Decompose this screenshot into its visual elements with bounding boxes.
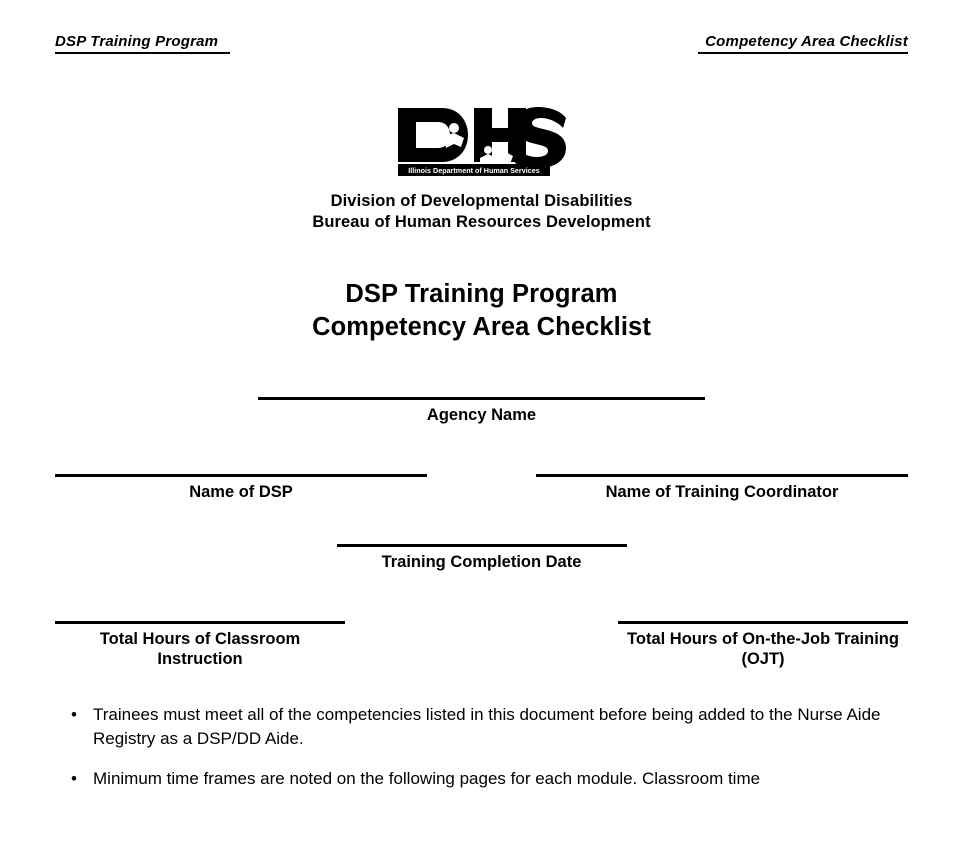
field-row-completion-date xyxy=(55,544,908,572)
running-header xyxy=(55,0,908,54)
dhs-logo-icon xyxy=(396,106,568,178)
header-left-text: DSP Training Program xyxy=(55,33,230,54)
logo-block xyxy=(55,106,908,234)
field-row-names xyxy=(55,474,908,502)
agency-line-2: Bureau of Human Resources Development xyxy=(312,213,651,232)
agency-name-label: Agency Name xyxy=(426,406,537,425)
classroom-hours-rule[interactable] xyxy=(55,621,345,624)
ojt-hours-label: Total Hours of On-the-Job Training (OJT) xyxy=(627,629,899,668)
field-agency-name[interactable] xyxy=(258,397,705,425)
bullet-icon: • xyxy=(71,704,77,724)
name-of-dsp-label: Name of DSP xyxy=(189,483,293,502)
classroom-hours-label: Total Hours of Classroom Instruction xyxy=(99,629,301,668)
ojt-hours-rule[interactable] xyxy=(618,621,908,624)
field-name-of-dsp[interactable] xyxy=(55,474,427,502)
notes-list xyxy=(55,703,908,791)
title-line-2: Competency Area Checklist xyxy=(312,312,651,341)
name-of-dsp-rule[interactable] xyxy=(55,474,427,477)
training-coordinator-label: Name of Training Coordinator xyxy=(605,483,839,502)
page-title xyxy=(55,278,908,343)
completion-date-rule[interactable] xyxy=(337,544,627,547)
field-total-hours-classroom[interactable] xyxy=(55,621,345,669)
field-total-hours-ojt[interactable] xyxy=(618,621,908,669)
field-name-of-training-coordinator[interactable] xyxy=(536,474,908,502)
header-right-text: Competency Area Checklist xyxy=(698,33,908,54)
agency-name-rule[interactable] xyxy=(258,397,705,400)
bullet-icon: • xyxy=(71,769,77,788)
field-row-hours xyxy=(55,621,908,669)
field-training-completion-date[interactable] xyxy=(337,544,627,572)
list-item xyxy=(55,703,908,751)
form-fields xyxy=(55,397,908,669)
completion-date-label: Training Completion Date xyxy=(381,553,582,572)
list-item xyxy=(55,767,908,791)
svg-text:Illinois Department of Human S: Illinois Department of Human Services xyxy=(407,166,540,175)
training-coordinator-rule[interactable] xyxy=(536,474,908,477)
agency-subtitle xyxy=(55,191,908,234)
title-line-1: DSP Training Program xyxy=(345,279,618,308)
list-item-text: Trainees must meet all of the competencies listed in this document before being added to the Nurse Aide Registry as a DSP/DD Aide. xyxy=(93,704,881,748)
field-row-agency xyxy=(55,397,908,425)
agency-line-1: Division of Developmental Disabilities xyxy=(330,192,633,210)
list-item-text: Minimum time frames are noted on the following pages for each module. Classroom time xyxy=(93,769,761,788)
